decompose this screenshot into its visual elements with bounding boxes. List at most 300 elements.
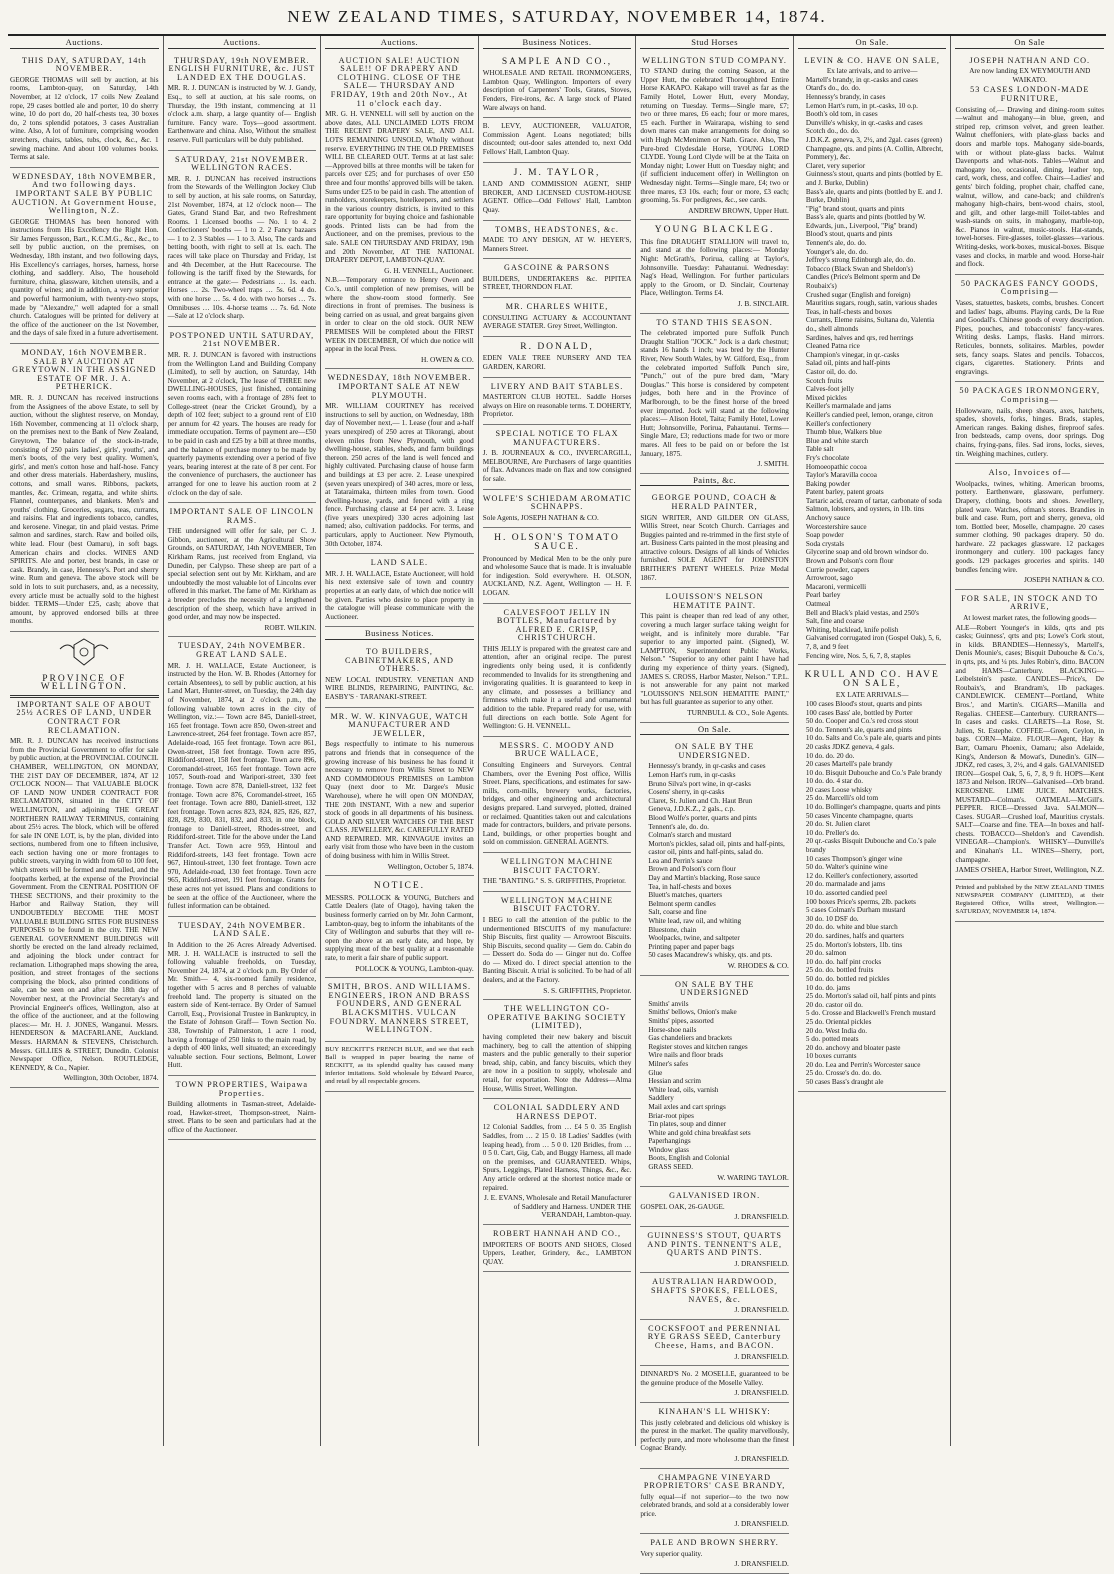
list-item: Blood's stout, quarts and pints xyxy=(805,230,893,239)
ad-body: NEW LOCAL INDUSTRY. VENETIAN AND WIRE BLINDS, REPAIRING, PAINTING, &c. EASBY'S · TARANAKI-STREET. xyxy=(325,675,474,701)
ad-banting-biscuit xyxy=(483,853,632,892)
list-item: Salt, coarse and fine xyxy=(648,908,707,917)
list-item: Tartaric acid, cream of tartar, carbonate of soda xyxy=(805,496,942,505)
list-item: GRASS SEED. xyxy=(648,1163,694,1172)
list-item: 10 do. do. 20 do. xyxy=(805,751,855,760)
list-item: 20 do. St. Julien claret xyxy=(805,820,871,829)
ad-signature: W. WARING TAYLOR. xyxy=(717,1172,789,1182)
ad-body: MR. R. J. DUNCAN is favored with instructions from the Wellington Land and Building Company (Limited), to sell by auction, on Saturday, 14th November, at 2 o'clock, The lease of THREE new DWELLING-HOUSES, just finished, containing seven rooms each, with a frontage of 28¾ feet to College-street (near the Cricket Ground), by a depth of 102 feet; subject to a ground rent of £10 per annum for 42 years. The houses are ready for immediate occupation. Terms of payment are—£50 to be paid in cash and £25 by a bill at three months, and the balance of purchase money to be made by quarterly payments extending over a period of five years, bearing interest at the rate of 8 per cent. For the convenience of purchasers, the auctioneer has arranged for one to leave his auction room at 2 o'clock on the day of sale. xyxy=(167,351,317,497)
ad-b-levy xyxy=(483,118,632,162)
list-item: 25 do. Marcelli's old tom xyxy=(805,794,879,803)
list-item: Table salt xyxy=(805,445,834,454)
list-item: Window glass xyxy=(648,1145,689,1154)
list-item: 50 cases Vincente champagne, quarts xyxy=(805,811,913,820)
imprint-text: Printed and published by the NEW ZEALAND TIMES NEWSPAPER COMPANY (LIMITED), at their Registered Office, Willis street, Wellington.—SATURDAY, NOVEMBER 14, 1874. xyxy=(955,883,1105,915)
ad-subheading: At lowest market rates, the following goods— xyxy=(963,614,1097,623)
columns xyxy=(6,36,1108,1569)
list-item: 50 cases Bass's draught ale xyxy=(805,1078,884,1087)
ad-body: THIS JELLY is prepared with the greatest care and attention, after an original recipe. The purest ingredients only being used, it is confidently recommended to Invalids for its strengthening and invigorating qualities. It is guaranteed to keep in any climate, and possesses a brilliancy and firmness which make it a useful and ornamental addition to the table. Prepared ready for use, with full directions on each bottle. Sole Agent for Wellington: G. H. VENNELL. xyxy=(482,644,632,731)
list-item: 20 cases Martell's pale brandy xyxy=(805,760,893,769)
ad-body: BUILDERS, UNDERTAKERS &c. PIPITEA STREET, THORNDON FLAT. xyxy=(482,274,632,292)
list-item: Blue and white starch xyxy=(805,436,869,445)
list-item: Currants, Eleme raisins, Sultana do, Valentia do., shell almonds xyxy=(805,316,935,333)
ad-body: BUY RECKITT'S FRENCH BLUE, and see that each Ball is wrapped in paper bearing the name of RECKITT, as its splendid quality has caused many inferior imitations. Sold wholesale by Edward Pearce, and retail by all respectable grocers. xyxy=(325,1045,474,1085)
ad-body: 12 Colonial Saddles, from … £4 5 0. 35 English Saddles, from … 2 15 0. 18 Ladies' Saddles (with leaping head), from … 5 0 0. 120 Bridles, from … 0 5 0. Cart, Gig, Cab, and Buggy Harness, all made on the premises, and GUARANTEED. Whips, Spurs, Leggings, Plated Harness, Things, &c., &c. Any article ordered at the shortest notice made or repaired. xyxy=(482,1123,632,1192)
item-list xyxy=(640,762,789,960)
list-item: Morton's pickles, salad oil, pints and half-pints, castor oil, pints and half-pints, salad do. xyxy=(648,839,785,857)
ad-heading: MR. CHARLES WHITE, xyxy=(505,302,609,312)
ad-heading: WOLFE'S SCHIEDAM AROMATIC SCHNAPPS. xyxy=(482,493,632,512)
ad-body: MR. R. J. DUNCAN is instructed by W. J. Gandy, Esq., to sell at auction, at his sale rooms, on Thursday, the 19th instant, commencing at 11 o'clock a.m. sharp, a large quantity of— English furniture. Fancy ware. Toys—good assortment. Earthenware and china. Also, Without the smallest reserve. Full particulars will be duly published. xyxy=(167,84,317,144)
ad-body: Building allotments in Tasman-street, Adelaide-road, Hawker-street, Thompson-street, Nairn-street. Plans to be seen and particulars had at the office of the Auctioneer. xyxy=(167,1100,317,1134)
column-heading: On Sale. xyxy=(798,36,947,49)
ad-heading: SAMPLE AND CO., xyxy=(501,56,613,67)
list-item: Smiths' bellows, Onion's make xyxy=(648,1008,737,1017)
ad-signature: JOSEPH NATHAN & CO. xyxy=(1023,575,1105,585)
list-item: 100 boxes Price's sperms, 2lb. packets xyxy=(805,897,916,906)
column-7 xyxy=(951,36,1108,1446)
list-item: 25 do. do. bottled fruits xyxy=(805,966,874,975)
ad-government-house-sale xyxy=(10,168,159,344)
list-item: Teas, in half-chests and boxes xyxy=(805,307,892,316)
list-item: Dunville's whisky, in qr.-casks and cases xyxy=(805,118,923,127)
ad-heading: TUESDAY, 24th NOVEMBER. GREAT LAND SALE. xyxy=(177,641,306,659)
ad-town-properties xyxy=(168,1076,317,1141)
list-item: 20 cases Loose whisky xyxy=(805,785,872,794)
list-item: Calves-foot jelly xyxy=(805,385,854,394)
ad-tombs-headstones xyxy=(483,221,632,260)
ad-signature: G. H. VENNELL, Auctioneer. xyxy=(384,265,474,275)
list-item: Otard's do., do. do. xyxy=(805,84,861,93)
list-item: Printing paper and paper bags xyxy=(648,942,735,951)
ad-hardwood xyxy=(640,1273,789,1319)
ad-heading: LIVERY AND BAIT STABLES. xyxy=(490,381,624,391)
ad-heading: WEDNESDAY, 18th NOVEMBER, And two following days. IMPORTANT SALE BY PUBLIC AUCTION. At Government House, Wellington, N.Z. xyxy=(11,171,158,216)
list-item: Cleaned Patna rice xyxy=(805,342,860,351)
ad-heading: THURSDAY, 19th NOVEMBER. ENGLISH FURNITURE, &c. JUST LANDED EX THE DOUGLAS. xyxy=(168,55,316,82)
list-item: 10 do. do. jams xyxy=(805,983,851,992)
list-item: Register stoves and kitchen ranges xyxy=(648,1042,748,1051)
list-item: White and gold china breakfast sets xyxy=(648,1128,751,1137)
ad-pollock-young xyxy=(325,876,474,978)
list-item: Belmont sperm candles xyxy=(648,899,716,908)
list-item: Boots, English and Colonial xyxy=(648,1154,730,1163)
ad-heading: COCKSFOOT and PERENNIAL RYE GRASS SEED, Canterbury Cheese, Hams, and BACON. xyxy=(647,1323,782,1350)
ad-krull-co xyxy=(798,665,947,1092)
masthead xyxy=(8,0,1106,36)
ad-vulcan-foundry xyxy=(325,978,474,1042)
ad-body: TO STAND during the coming Season, at the Upper Hutt, the celebrated Thoroughbred Entire Horse KAKAPO. Kakapo will travel as far as the Family Hotel, Lower Hutt, every Monday, returning on Tuesday. Terms—Single mare, £7; two or three mares, £6 each; four or more mares, £5 each. Further in Wairarapa, wishing to send down mares can make arrangements for doing so with Hugh McMenimen or Nath. Grace. Also, The Pure-bred Clydesdale Horse, YOUNG LORD CLYDE. Young Lord Clyde will be at the Taita on Monday night; Lower Hutt on Tuesday night; and (if sufficient inducement offer) in Wellington on Wednesday night. Terms—Single mare, £4; two or three mares, £3 10s. each; four or more, £3 each; grooming, 5s. For pedigrees, &c., see cards. xyxy=(640,67,789,205)
list-item: Bell and Black's plaid vestas, and 250's xyxy=(805,608,919,617)
list-item: 10 boxes currants xyxy=(805,1052,857,1061)
ad-heading: KRULL AND CO. HAVE ON SALE, xyxy=(804,670,940,689)
ad-heading: WELLINGTON MACHINE BISCUIT FACTORY. xyxy=(500,895,614,914)
ad-heading: ROBERT HANNAH AND CO., xyxy=(493,1228,622,1238)
list-item: 20 casks JDKZ geneva, 4 gals. xyxy=(805,742,895,751)
ad-body: THE "BANTING." S. S. GRIFFITHS, Proprietor. xyxy=(482,877,626,886)
ad-great-land-sale xyxy=(168,637,317,916)
ad-jm-taylor xyxy=(483,163,632,221)
ad-body: MR. R. J. DUNCAN has received instructions from the Stewards of the Wellington Jockey Club to sell by auction, at his sale rooms, on Saturday, 21st November, 1874, at 12 o'clock noon— The Gates, Grand Stand Bar, and two Refreshment Rooms. 1 Licensed booths — No. 1 to 4. 2 Confectioners' booths — 1 to 2. 2 Fancy bazaars — 1 to 2. 3 Stables — 1 to 3. Also, The cards and betting booth, with right to sell at 1s. each. The races will take place on Thursday and Friday, 1st and 4th December, at the Hutt Racecourse. The following is the tariff fixed by the Stewards, for entrance at the gate:— Pedestrians … 1s. each. Horses … 2s. Two-wheel traps … 5s. 6d. 4 do. with one horse … 5s. 4 do. with two horses … 7s. Omnibuses … 10s. 4-horse teams … 7s. 6d. Note—Sale at 12 o'clock sharp. xyxy=(167,174,317,321)
ad-new-plymouth-sale xyxy=(325,369,474,554)
item-list xyxy=(798,700,947,1087)
column-heading: Business Notices. xyxy=(483,36,632,49)
ad-subheading: Ex late arrivals, and to arrive— xyxy=(826,67,918,76)
list-item: 10 cases Thompson's ginger wine xyxy=(805,854,903,863)
list-item: 100 cases Blood's stout, quarts and pints xyxy=(805,699,922,708)
ad-signature: J. DRANSFIELD. xyxy=(734,1388,789,1398)
list-item: Soda crystals xyxy=(805,539,845,548)
ad-body: Consulting Engineers and Surveyors. Central Chambers, over the Evening Post office, Willis Street. Plans, specifications, and estimates for saw-mills, corn-mills, brewery works, factories, bridges, and other engineering and architectural designs prepared. Land surveyed, plotted, drained or reclaimed. Quantities taken out and calculations made for contractors, builders, and private persons. Land, buildings, or other properties bought and sold on commission. GENERAL AGENTS. xyxy=(482,761,632,847)
list-item: Tennent's ale, do. do. xyxy=(648,822,709,831)
ad-body: MR. G. H. VENNELL will sell by auction on the above dates, ALL UNCLAIMED LOTS FROM THE RECENT DRAPERY SALE, AND ALL LOTS REMAINING UNSOLD, Wholly without reserve. EVERYTHING IN THE OLD PREMISES WILL BE CLEARED OUT. Terms at at last sale:—Approved bills at three months will be taken for parcels over £25; and for purchases of over £50 three and four months' approved bills will be taken. Sums under £25 to be paid in cash. The attention of runholders, storekeepers, hotelkeepers, and settlers in the various country districts, is invited to this rare opportunity for buying choice and fashionable goods. Printed lists can be had from the Auctioneer, and on the premises, previous to the sale. SALE ON THURSDAY AND FRIDAY, 19th and 20th November, AT THE NATIONAL DRAPERY DEPOT, LAMBTON-QUAY. xyxy=(325,110,474,265)
list-item: 50 do. do. bottled red pickles xyxy=(805,974,890,983)
column-heading: Stud Horses xyxy=(640,36,789,49)
list-item: Patent barley, patent groats xyxy=(805,488,884,497)
list-item: Younger's ale, do. do. xyxy=(805,247,868,256)
column-1 xyxy=(6,36,164,1446)
list-item: 20 do. salmon xyxy=(805,949,847,958)
ad-heading: MR. W. W. KINVAGUE, WATCH MANUFACTURER AND JEWELLER, xyxy=(330,711,469,738)
list-item: 20 do. sardines, halfs and quarters xyxy=(805,931,904,940)
list-item: 10 do. do. half pint crocks xyxy=(805,957,882,966)
ad-signature: JAMES O'SHEA, Harbor Street, Wellington, N.Z. xyxy=(955,865,1105,875)
list-item: Bluestone, chain xyxy=(648,925,697,934)
ad-heading: FOR SALE, IN STOCK AND TO ARRIVE, xyxy=(961,593,1099,612)
ad-signature: H. OWEN & CO. xyxy=(420,354,474,364)
ad-heading: COLONIAL SADDLERY AND HARNESS DEPOT. xyxy=(493,1103,621,1121)
ad-body: Consisting of,— Drawing and dining-room suites—walnut and mahogany—in blue, green, and striped rep, crimson velvet, and green leather. Walnut cheffoniers, with plate-glass backs and doors and marble tops. Mahogany side-boards, with or without plate-glass backs. Walnut Davenports and what-nots. Tables—Walnut and mahogany loo, occasional, dining, leather top, card, work, chess, and coffee. Chairs—Ladies' and gents' birch folding, prophet chair, chaffed cane, walnut, willow, and cane-back; and children's mahogany high-chairs, bent-wood chairs, stool, and gilt, and other large-mill Toilet-tables and wash-stands on suits, in mahogany, marble-top, &c. Pianos in walnut, music-stools. Hat-stands, towel-horses. Fire-glasses, toilet-glasses—various. Writing-desks, work-boxes, musical-boxes. Bisque vases and clocks, in marble and wood. Horse-hair and flock. xyxy=(955,105,1105,269)
list-item: Glue xyxy=(648,1068,663,1077)
list-item: Keiller's candied peel, lemon, orange, citron xyxy=(805,410,933,419)
ad-flax-notice xyxy=(483,425,632,490)
ad-heading: IMPORTANT SALE OF LINCOLN RAMS. xyxy=(169,507,315,525)
ad-signature: TURNBULL & CO., Sole Agents. xyxy=(687,707,789,717)
ad-heading: J. M. TAYLOR, xyxy=(513,167,601,178)
ad-body: MR. J. H. WALLACE, Estate Auctioneer, is instructed by the Hon. W. B. Rhodes (Attorney for certain Absentees), to sell by public auction, at his Land Mart, Hunter-street, on Tuesday, the 24th day of November, 1874, at 2 o'clock p.m., the following valuable town acres in the city of Wellington, viz.:— Town acre 845, Daniell-street, 165 feet frontage. Town acre 850, Owen-street and Lawrence-street, 264 feet frontage. Town acre 857, Adelaide-road, 165 feet frontage. Town acre 861, Owen-street, 158 feet frontage. Town acre 895, Riddiford-street, 158 feet frontage. Town acre 896, Coromandel-street, 165 feet frontage. Town acre 1057, South-road and Waripori-street, 330 feet frontage. Town acre 878, Daniell-street, 132 feet frontage. Town acre 876, Coromandel-street, 165 feet frontage. Town acre 880, Daniell-street, 132 feet frontage. Town acres 823, 824, 825, 826, 827, 828, 829, 830, 831, 832, and 833, in one block, frontage to Daniell-street, Rhodes-street, and Riddiford-street. Title for the above under the Land Transfer Act. Town acre 959, Hintoul and Riddiford-streets, 143 feet frontage. Town acre 967, Hintoul-street, 130 feet frontage. Town acre 970, Adelaide-road, 130 feet frontage. Town acre 965, Riddiford-street, 191 feet frontage. Grants for these acres not yet issued. Plans and conditions to be seen at the office of the Auctioneer, where the fullest information can be obtained. xyxy=(167,661,317,911)
ad-heading: ON SALE BY THE UNDERSIGNED xyxy=(674,979,755,998)
list-item: Colman's starch and mustard xyxy=(648,831,732,840)
column-heading: Auctions. xyxy=(168,36,317,49)
ad-body: LAND AND COMMISSION AGENT, SHIP BROKER, AND LICENSED CUSTOM-HOUSE AGENT. Office—Odd Fellows' Hall, Lambton Quay. xyxy=(482,180,632,214)
list-item: Champion's vinegar, in qr.-casks xyxy=(805,350,900,359)
ad-body: GEORGE THOMAS has been honored with instructions from His Excellency the Right Hon. Sir James Fergusson, Bart., K.C.M.G., &c., &c., to sell by public auction, on the premises, on Wednesday, 18th instant, and two following days, His Excellency's carriages, horses, harness, horse clothing, and saddlery. Also, The household furniture, china, glassware, kitchen utensils, and a quantity of wines; and in addition, a very superior and powerful harmonium, with twenty-two stops, made by "Alexandre," well adapted for a small church. Catalogues will be printed for delivery at the office of the auctioneer on the 1st November, and the days of sale fixed in a future advertisement. xyxy=(10,217,159,338)
ad-signature: W. RHODES & CO. xyxy=(727,961,789,970)
ad-heading: MESSRS. C. MOODY AND BRUCE WALLACE, xyxy=(499,740,615,759)
ad-body: WHOLESALE AND RETAIL IRONMONGERS, Lambton Quay, Wellington. Importers of every description of Carpenters' Tools, Grates, Stoves, Fenders, Fire-irons, &c. A large stock of Plated Ware always on hand. xyxy=(482,69,632,112)
ad-heading: H. OLSON'S TOMATO SAUCE. xyxy=(494,533,620,552)
list-item: Soap powder xyxy=(805,531,844,540)
ad-drapery-sale xyxy=(325,52,474,370)
ad-heading: R. DONALD, xyxy=(520,341,594,352)
list-item: Salad oil, pints and half-pints xyxy=(805,359,891,368)
list-item: Galvanised corrugated iron (Gospel Oak), 5, 6, 7, 8, and 9 feet xyxy=(805,634,942,651)
ad-biscuit-factory xyxy=(483,892,632,1001)
ad-george-pound xyxy=(640,489,789,588)
ad-body: ALE—Robert Younger's in kilds, qrts and pts casks; Guinness', qrts and pts; Lowe's Cork stout, in kilds. BRANDIES—Hennessy's, Martell's, Denis Mounie's, cases; Bisquit Dubouche & Co.'s, in qrts, pts, and ¼ pts. Jules Robin's, ditto. BACON and HAMS—Canterbury. BLACKING—Leibelstein's paste. CANDLES—Price's, De Roubaix's, and Brandram's, 1lb packages. CANDLEWICK. CEMENT—Portland, White Bros.', and Martin's. CIGARS—Manilla and Regalias. CHEESE—Canterbury. CURRANTS—In cases and casks. CLARETS—La Rose, St. Julien, St. Estephe. COFFEE—Green, Ceylon, in bags. CORN—Maize. FLOUR—Agent, Hay & Barr, Oamaru Phoenix, Oamaru; also Adelaide, King's, Anderson & Mowat's, Dunedin's. GIN—JDKZ, red cases, 3, 2½, and 4 gals. GALVANISED IRON—Gospel Oak, 5, 6, 7, 8, 9 ft. HOPS—Kent 1873 and Nelson. IRON—Galvanised—Orb brand. KEROSENE. LIME JUICE. MATCHES. MUSTARD—Colman's. OATMEAL—McGill's. PEPPER. RICE—Dressed Java. SALMON—Cases. SUGAR—Crushed loaf, Mauritius crystals. SALT—Coarse and fine. TEA—In boxes and half-chests. TOBACCO—Sheldon's and Cavendish. VINEGAR—Champion's. WHISKY—Dunville's and Kinahan's LL. WINES—Sherry, port, champagne. xyxy=(955,623,1105,864)
ad-heading: Also, Invoices of— xyxy=(988,468,1071,478)
list-item: Lemon Hart's rum, in qr-casks xyxy=(648,770,736,779)
list-item: Whiting, blacklead, knife polish xyxy=(805,625,899,634)
list-item: 20 do. do. white and blue starch xyxy=(805,923,898,932)
list-item: Brown and Polson's corn flour xyxy=(648,865,736,874)
ad-sherry xyxy=(640,1534,789,1574)
ad-heading: THIS DAY, SATURDAY, 14th NOVEMBER. xyxy=(21,55,147,74)
ad-moselle xyxy=(640,1366,789,1403)
ad-signature: POLLOCK & YOUNG, Lambton-quay. xyxy=(355,963,474,973)
column-heading: Auctions. xyxy=(325,36,474,49)
list-item: 10 do. Preller's do. xyxy=(805,828,860,837)
list-item: Saddlery xyxy=(648,1094,674,1103)
ad-ironmongery xyxy=(955,382,1104,464)
ad-james-oshea xyxy=(955,590,1104,880)
list-item: 10 do. Salts and Co.'s pale ale, quarts and pints xyxy=(805,734,941,743)
column-5 xyxy=(636,36,794,1569)
list-item: J.D.K.Z. geneva, 3, 2½, and 2gal. cases (green) xyxy=(805,135,943,144)
ad-auction-george-thomas xyxy=(10,52,159,168)
list-item: Tin plates, soup and dinner xyxy=(648,1120,727,1129)
list-item: 25 do. Oriental pickles xyxy=(805,1017,872,1026)
list-item: Currie powder, capers xyxy=(805,565,870,574)
list-item: Pearl barley xyxy=(805,591,841,600)
ad-heading: GUINNESS'S STOUT, QUARTS AND PINTS. TENNENT'S ALE, QUARTS AND PINTS. xyxy=(647,1231,782,1258)
list-item: Tobacco (Black Swan and Sheldon's) xyxy=(805,264,913,273)
ad-kinvague-watchmaker xyxy=(325,708,474,877)
ad-heading: NOTICE. xyxy=(373,881,426,892)
ad-blinds xyxy=(325,643,474,708)
ad-subheading: Are now landing EX WEYMOUTH AND WAIKATO. xyxy=(969,67,1091,84)
ad-young-blackleg xyxy=(640,220,789,313)
province-crest xyxy=(10,635,159,672)
list-item: 50 do. Tennent's ale, quarts and pints xyxy=(805,725,912,734)
list-item: Hennessy's brandy, in cases xyxy=(805,92,886,101)
list-item: 10 do. Bisquit Dubouche and Co.'s Pale brandy xyxy=(805,768,942,777)
ad-heading: TOWN PROPERTIES, Waipawa Properties. xyxy=(175,1079,309,1098)
ad-robert-hannah xyxy=(483,1225,632,1272)
ad-charles-white xyxy=(483,298,632,337)
list-item: Martell's brandy, in qr.-casks and cases xyxy=(805,75,918,84)
list-item: Oatmeal xyxy=(805,600,831,608)
list-item: Day and Martin's blacking, Rose sauce xyxy=(648,874,761,883)
masthead-title: NEW ZEALAND TIMES, SATURDAY, NOVEMBER 14, 1874. xyxy=(287,7,827,26)
ad-signature: J. DRANSFIELD. xyxy=(734,1258,789,1268)
province-label: PROVINCE OF WELLINGTON. xyxy=(40,673,128,693)
list-item: Wire nails and floor brads xyxy=(648,1051,724,1060)
list-item: Mauritius sugars, rough, satin, various shades xyxy=(805,299,938,308)
ad-heading: POSTPONED UNTIL SATURDAY, 21st NOVEMBER. xyxy=(169,330,315,349)
ad-signature: J. DRANSFIELD. xyxy=(734,1519,789,1529)
list-item: 20 do. anchovy and bloater paste xyxy=(805,1043,901,1052)
ad-body: SIGN WRITER, AND GILDER ON GLASS, Willis Street, near Scotch Church. Carriages and Buggies painted and re-trimmed in the first style of art. Business Carts painted in the most pleasing and attractive colours. Designs of all kinds of Vehicles furnished. SOLE AGENT for JOHNSTON BRITHER'S PATENT WHEELS. Prize Medal 1867. xyxy=(640,513,789,582)
list-item: 30 do. 10 DSF do. xyxy=(805,914,859,923)
ad-heading: AUSTRALIAN HARDWOOD, SHAFTS SPOKES, FELLOES, NAVES, &c. xyxy=(651,1277,779,1304)
column-2 xyxy=(164,36,322,1446)
ad-body: Vases, statuettes, baskets, combs, brushes. Concert and ladies' bags, albums. Playing cards, De la Rue and Goodall's. Chinese goods of every description. Pipes, pouches, and tobacconists' fancy-wares. Writing desks. Lamps, flasks. Hand mirrors. Reticules, bonnets, solitaires. Marbles, powder sets, fancy soaps. Slates and pencils. Tobaccos, cigars, cigarettes. Stationery. Prints and engravings. xyxy=(955,299,1105,376)
ad-waring-taylor xyxy=(640,976,789,1188)
ad-signature: ROBT. WILKIN. xyxy=(264,622,317,632)
column-3 xyxy=(321,36,479,1446)
ad-body: B. LEVY, AUCTIONEER, VALUATOR, Commission Agent. Loans negotiated; bills discounted; out-door sales attended to, next Odd Fellows' Hall, Lambton Quay. xyxy=(482,122,632,156)
list-item: Lemon Hart's rum, in pt.-casks, 10 o.p. xyxy=(805,101,918,110)
list-item: Geneva, J.D.K.Z., 2 gals., c.p. xyxy=(648,805,735,814)
ad-heading: KINAHAN'S LL WHISKY: xyxy=(658,1406,771,1416)
ad-body: MR. R. J. DUNCAN has received instructions from the Provincial Government to offer for sale by public auction, at the PROVINCIAL COUNCIL CHAMBER, WELLINGTON, ON MONDAY, THE 21ST DAY OF DECEMBER, 1874, AT 12 O'CLOCK NOON— That VALUABLE BLOCK OF LAND NOW UNDER CONTRACT FOR RECLAMATION, situated in the CITY OF WELLINGTON, and adjoining THE GREAT NORTHERN RAILWAY TERMINUS, containing about 25½ acres. The block, which will be offered for sale IN ONE LOT, is, by the plan, divided into sections, numbered from one to fifteen inclusive, each section having one or more frontages to public streets, varying in width from 60 to 100 feet, which streets will be formed and metalled, and the footpaths kerbed, at the expense of the Provincial Government. From the CENTRAL POSITION OF THESE SECTIONS, and their proximity to the Harbor and Railway Station, they will UNDOUBTEDLY BECOME THE MOST VALUABLE BUILDING SITES FOR BUSINESS PURPOSES to be found in the city. THE NEW GENERAL GOVERNMENT BUILDINGS will shortly be erected on the land already reclaimed, and adjoining the block under contract for reclamation. Lithographed maps showing the area, position, and street frontages of the sections comprising the block, also printed conditions of sale, can be seen on and after the 18th day of November next, at the Provincial Secretary's and Provincial Engineer's offices, Wellington, also at the office of the auctioneer, and at the following places:— Mr. H. J. JONES, Wanganui. Messrs. HENDERSON & MACFARLANE, Auckland. Messrs. HARMAN & STEVENS, Christchurch. Messrs. GILLIES & STREET, Dunedin. Colonist Newspaper Office, Nelson. ROUTLEDGE, KENNEDY, & Co., Napier. xyxy=(10,737,159,1072)
list-item: Mail axles and cart springs xyxy=(648,1102,726,1111)
ad-heading: WELLINGTON MACHINE BISCUIT FACTORY. xyxy=(500,856,614,875)
list-item: Mixed pickles xyxy=(805,393,847,402)
list-item: Macaroni, vermicelli xyxy=(805,582,867,591)
list-item: Salmon, lobsters, and oysters, in 1lb. tins xyxy=(805,505,925,514)
list-item: Candles (Price's Belmont sperm and De Roubaix's) xyxy=(805,273,921,291)
ad-signature: J. DRANSFIELD. xyxy=(734,1559,789,1569)
list-item: Smiths' anvils xyxy=(648,999,689,1008)
ad-signature: J. SMITH. xyxy=(757,459,789,469)
list-item: Bass's ale, quarts and pints (bottled by E. and J. Burke, Dublin) xyxy=(805,187,943,205)
ad-heading: SMITH, BROS. AND WILLIAMS. ENGINEERS, IRON AND BRASS FOUNDERS, AND GENERAL BLACKSMITHS. VULCAN FOUNDRY. MANNERS STREET, WELLINGTON. xyxy=(327,982,472,1035)
section-heading: Paints, &c. xyxy=(640,474,789,487)
list-item: Bruno Silva's port wine, in qr-casks xyxy=(648,779,751,788)
ad-land-sale-wallace xyxy=(325,554,474,627)
list-item: Paperhangings xyxy=(648,1137,691,1146)
list-item: 10 do. assorted candied peel xyxy=(805,889,888,897)
list-item: Keiller's confectionery xyxy=(805,419,872,428)
crest-icon xyxy=(54,635,114,669)
ad-gascoine-parsons xyxy=(483,259,632,298)
ad-body: I BEG to call the attention of the public to the undermentioned BISCUITS of my manufacture: Ship Biscuits, first quality — Arrowroot Biscuits. Ship Biscuits, second quality — Gem do. Cabin do — Dessert do. Soda do — Ginger nut do. Coffee do — Mixed do. I direct special attention to the Banting Biscuit. A trial is solicited. To be had of all dealers, and at the Factory. xyxy=(482,915,632,985)
list-item: Keiller's marmalade and jams xyxy=(805,402,892,411)
ad-body: EDEN VALE TREE NURSERY AND TEA GARDEN, KARORI. xyxy=(482,354,632,372)
ad-body: The celebrated imported pure Suffolk Punch Draught Stallion "JOCK." Jock is a dark chestnut; stands 16 hands 1 inch; was bred by the Hunter River, New South Wales, by W. Gilford, Esq., from the celebrated imported Suffolk Punch sire, "Punch," out of the pure bred dam, "Mary Douglas." This horse is considered by competent judges, both here and in the Province of Marlborough, to be the finest horse of the breed ever imported. Jock will stand at the following places:— Alison Hotel, Taita; Family Hotel, Lower Hutt; Johnsonville, Porirua, Pahautanui. Terms—Single Mare, £3; reductions made for two or more mares. All fees to be paid on or before the 1st January, 1875. xyxy=(640,329,789,458)
list-item: Woolpacks, twine, and saltpeter xyxy=(648,934,740,943)
ad-body: This paint is cheaper than red lead of any other, covering a much larger surface taking weight for weight, and is infinitely more durable. "Far superior to any imported paint. (Signed), W. LAMPTON, Superintendent Public Works, Nelson." "Superior to any other paint I have had during my experience of thirty years. (Signed), JAMES S. CROSS, Harbor Master, Nelson." T.P.L. is not answerable for any paint not marked "LOUISSON'S NELSON HEMATITE PAINT," but has full guarantee as superior to any other. xyxy=(640,612,789,707)
list-item: Smiths' pipes, assorted xyxy=(648,1016,714,1025)
list-item: Claret, St. Julien and Ch. Haut Brun xyxy=(648,796,753,805)
ad-body: This fine DRAUGHT STALLION will travel to, and stand at the following places:— Monday Night: McGrath's, Porirua, calling at Taylor's, Johnsonville. Tuesday: Pahautanui. Wednesday: Nag's Head, Wellington. For further particulars apply to the Groom, or D. Sinclair, Courtenay Place, Wellington. Terms £4. xyxy=(640,237,789,298)
ad-moody-wallace xyxy=(483,737,632,853)
list-item: 5 cases Colman's Durham mustard xyxy=(805,906,906,915)
list-item: Claret, very superior xyxy=(805,161,866,170)
list-item: Bluett's matches, quarters xyxy=(648,891,723,900)
ad-heading: GASCOINE & PARSONS xyxy=(504,263,610,273)
list-item: Baking powder xyxy=(805,479,851,488)
ad-heading: CALVESFOOT JELLY IN BOTTLES, Manufactured by ALFRED E. CRISP, CHRISTCHURCH. xyxy=(496,607,618,643)
ad-heading: LEVIN & CO. HAVE ON SALE, xyxy=(804,55,940,65)
ad-galvanised-iron xyxy=(640,1187,789,1227)
ad-body: GOSPEL OAK, 26-GAUGE. xyxy=(640,1202,725,1211)
ad-body: MESSRS. POLLOCK & YOUNG, Butchers and Cattle Dealers (late of Otago), having taken the business formerly carried on by Mr. John Carmont, Lambton-quay, beg to inform the inhabitants of the City of Wellington and suburbs that they will re-open the above at an early date, and hope, by supplying meat of the best quality at a reasonable rate, to merit a fair share of public support. xyxy=(325,893,474,962)
ad-r-donald xyxy=(483,337,632,378)
list-item: Briar-root pipes xyxy=(648,1111,694,1120)
ad-heading: IMPORTANT SALE OF ABOUT 25½ ACRES OF LAND, UNDER CONTRACT FOR RECLAMATION. xyxy=(16,699,153,735)
list-item: "Pig" brand stout, quarts and pints xyxy=(805,204,905,213)
ad-calvesfoot-jelly xyxy=(483,604,632,737)
list-item: 50 do. Walter's quinine wine xyxy=(805,863,888,872)
ad-wolfes-schnapps xyxy=(483,490,632,529)
column-heading: On Sale xyxy=(955,36,1104,49)
ad-grass-seed xyxy=(640,1320,789,1366)
ad-saddlery-depot xyxy=(483,1099,632,1225)
ad-land-sale-24th xyxy=(168,917,317,1076)
ad-dwelling-houses xyxy=(168,327,317,503)
list-item: Scotch do., do. do. xyxy=(805,127,860,136)
ad-stud-company xyxy=(640,52,789,221)
list-item: Scotch fruits xyxy=(805,376,843,385)
list-item: 20 do. West India do. xyxy=(805,1026,868,1035)
ad-invoices xyxy=(955,464,1104,590)
list-item: Anchovy sauce xyxy=(805,514,850,523)
ad-heading: TUESDAY, 24th NOVEMBER. LAND SALE. xyxy=(177,920,306,939)
ad-heading: SATURDAY, 21st NOVEMBER. WELLINGTON RACES. xyxy=(175,154,309,173)
ad-signature: Wellington, October 5, 1874. xyxy=(387,861,474,871)
ad-body: Begs respectfully to intimate to his numerous patrons and friends that in consequence of the growing increase of his business he has found it necessary to remove from Willis Street to NEW AND COMMODIOUS PREMISES on Lambton Quay (next door to Mr. Dargee's Music Warehouse), where he will open ON MONDAY, THE 20th INSTANT, With a new and superior stock of goods in all departments of his business. GOLD AND SILVER WATCHES OF THE BEST CLASS. JEWELLERY, &c. CAREFULLY RATED AND REPAIRED. MR. KINVAGUE invites an early visit from those who have been in the custom of doing business with him in Willis Street. xyxy=(325,740,474,861)
ad-levin-co xyxy=(798,52,947,666)
ad-subheading: EX LATE ARRIVALS— xyxy=(835,691,909,700)
ad-signature: J. E. EVANS, Wholesale and Retail Manufacturer of Saddlery and Harness. UNDER THE VERANDAH, Lambton-quay. xyxy=(484,1193,632,1220)
ad-signature: J. DRANSFIELD. xyxy=(734,1351,789,1361)
ad-hematite-paint xyxy=(640,588,789,722)
ad-kinahans-whisky xyxy=(640,1403,789,1469)
ad-greytown-sale xyxy=(10,344,159,632)
ad-body: THE undersigned will offer for sale, per C. J. Gibbon, auctioneer, at the Agricultural Show Grounds, on SATURDAY, 14th NOVEMBER, Ten Kirkham Rams, just received from England, via Dunedin, per Calypso. These sheep are part of a special selection sent out by Mr. Kirkham, and are undoubtedly the most valuable lot of Lincolns ever offered in this market. The fame of Mr. Kirkham as a breeder precludes the necessity of a lengthened description of the sheep, which have arrived in good order, and may now be inspected. xyxy=(167,527,317,622)
ad-heading: 50 PACKAGES FANCY GOODS, Comprising— xyxy=(960,278,1099,297)
list-item: Blood Wolfe's porter, quarts and pints xyxy=(648,813,757,822)
ad-olson-tomato-sauce xyxy=(483,528,632,603)
ad-heading: PALE AND BROWN SHERRY. xyxy=(650,1538,779,1548)
ad-body: In Addition to the 26 Acres Already Advertised. MR. J. H. WALLACE is instructed to sell the following valuable freeholds, on Tuesday, November 24, 1874, at 2 o'clock p.m. By Order of Mr. Smith— 4, six-roomed family residence, together with 5 acres and 8 perches of valuable freehold land. The property is situated on the eastern side of Kent-terrace. By Order of Samuel Carroll, Esq., Provisional Trustee in Bankruptcy, in the Estate of Johnson Graff— Town Section No. 338, Township of Palmerston, 1 acre 1 rood, having a frontage of 250 links to the main road, by a depth of 400 links, well situated; an exceedingly valuable section. Four sections, Belmont, Lower Hutt. xyxy=(167,941,317,1070)
ad-signature: ANDREW BROWN, Upper Hutt. xyxy=(688,205,789,215)
item-list xyxy=(640,1000,789,1172)
ad-body: Pronounced by Medical Men to be the only pure and wholesome Sauce that is made. It is invaluable for indigestion. Sold everywhere. H. OLSON, AUCKLAND, N.Z. Agent, Wellington — H. F. LOGAN. xyxy=(482,554,632,597)
list-item: 25 do. Morton's lobsters, 1lb. tins xyxy=(805,940,903,949)
list-item: White lead, raw oil, and whiting xyxy=(648,917,742,926)
list-item: Hessian and scrim xyxy=(648,1077,702,1086)
list-item: Homoeopathic cocoa xyxy=(805,462,867,471)
ad-body: Sole Agents, JOSEPH NATHAN & CO. xyxy=(482,513,599,522)
ad-english-furniture xyxy=(168,52,317,151)
list-item: Glycerine soap and old brown windsor do. xyxy=(805,548,929,557)
list-item: Thumb blue, Walkers blue xyxy=(805,428,882,437)
ad-body: GEORGE THOMAS will sell by auction, at his rooms, Lambton-quay, on Saturday, 14th November, at 12 o'clock, 17 coils New Zealand rope, 29 cases bottled ale and porter, 10 do sherry wine, 10 do port do, 20 half-chests tea, 30 boxes do, 2 tons splendid potatoes, 3 cases Australian wine. Also, A lot of furniture, comprising wooden stretchers, chairs, tables, tubs, clock, &c., &c. 1 sewing machine. And about 100 volumes books. Terms at sale. xyxy=(10,75,159,162)
ad-signature: J. B. SINCLAIR. xyxy=(737,299,789,309)
list-item: Hennessy's brandy, in qr-casks and cases xyxy=(648,762,766,771)
ad-heading: WEDNESDAY, 18th NOVEMBER. IMPORTANT SALE AT NEW PLYMOUTH. xyxy=(327,373,472,400)
list-item: Sardines, halves and qrs, red herrings xyxy=(805,333,914,342)
list-item: 12 do. Keiller's confectionery, assorted xyxy=(805,871,918,880)
ad-livery-stables xyxy=(483,378,632,425)
list-item: Tennent's ale, do. do. xyxy=(805,239,867,248)
ad-case-brandy xyxy=(640,1469,789,1535)
list-item: Horse-shoe nails xyxy=(648,1025,697,1034)
ad-body: N.B.—Temporary entrance to Henry Owen and Co.'s, until completion of new premises, will be where the show-room stood formerly. See directions in front of premises. The business is being carried on as usual, and great bargains given in order to clear on the old stock. OUR NEW PREMISES Will be completed about the FIRST WEEK IN DECEMBER, Of which due notice will appear in the local Press. xyxy=(325,276,474,354)
ad-wellington-races xyxy=(168,151,317,327)
section-heading: On Sale. xyxy=(640,723,789,736)
ad-heading: SPECIAL NOTICE TO FLAX MANUFACTURERS. xyxy=(495,429,619,447)
ad-guinness-stout xyxy=(640,1227,789,1273)
list-item: Milner's safes xyxy=(648,1059,689,1068)
list-item: Worcestershire sauce xyxy=(805,522,867,531)
list-item: Fencing wire, Nos. 5, 6, 7, 8, staples xyxy=(805,651,911,660)
ad-body: DINNARD'S No. 2 MOSELLE, guaranteed to be the genuine produce of the Moselle Valley. xyxy=(640,1370,789,1387)
list-item: Fry's chocolate xyxy=(805,453,850,462)
list-item: 10 do. do. 4 star do. xyxy=(805,777,863,786)
list-item: 25 do. Crosse's do. do. do. xyxy=(805,1069,882,1078)
ad-body: Very superior quality. xyxy=(640,1549,703,1558)
ad-body: MASTERTON CLUB HOTEL. Saddle Horses always on Hire on reasonable terms. T. DOHERTY, Proprietor. xyxy=(482,393,632,419)
ad-body: MR. R. J. DUNCAN has received instructions from the Assignees of the above Estate, to sell by auction, without the slightest reserve, on Monday, 16th November, commencing at 11 o'clock sharp, on the premises next to the Bank of New Zealand, Greytown, The balance of the stock-in-trade, consisting of 250 pairs ladies', girls', youths', and men's boots, of the very best quality. Women's, girls', and men's cotton hose and half-hose. Fancy and other dress materials. Haberdashery, muslins, cottons, and small wares. Ribbons, packets, mantles, &c. Crimean, regatta, and white shirts. Flannel, counterpanes, and blankets. Men's and youths' clothing. Groceries, sugars, teas, currants, and raisins. Flat and ingredients tobacco, candles, and kerosene. Vinegar, tin and plaid vestas. Prime salmon and sardines, starch. Raw and boiled oils, white lead. Flour (best Oamaru), in soft bags. American chairs and clocks. WINES AND SPIRITS. Ale and porter, best brands, in case or cask. Brandy, in case, Hennessy's. Port and sherry wine. Rum and geneva. The above stock will be sold in lots to suit purchasers, and, as a necessity, every article must be actually sold to the highest bidder. TERMS—Under £25, cash; above that amount, by approved endorsed bills at three months. xyxy=(10,393,159,626)
list-item: Salt, fine and coarse xyxy=(805,617,865,626)
ad-body: MR. WILLIAM COURTNEY has received instructions to sell by auction, on Wednesday, 18th day of November next,— 1. Lease (four and a-half years unexpired) of 250 acres at Tikorangi, about eleven miles from New Plymouth, with good dwelling-house, stables, sheds, and farm buildings thereon. 250 acres of the land is well fenced and highly cultivated. Purchasing clause of house farm and buildings at £3 per acre. 2. Lease unexpired (seven years unexpired) of 340 acres, more or less, at Tataraimaka, thirteen miles from town. Good dwelling-house, yards, and fenced with a ring fence. Purchasing clause at £4 per acre. 3. Lease (five years unexpired) 330 acres adjoining last named; also, cultivation paddocks. For terms, and particulars, apply to Auctioneer. New Plymouth, 30th October, 1874. xyxy=(325,402,474,548)
ad-sample-co xyxy=(483,52,632,119)
